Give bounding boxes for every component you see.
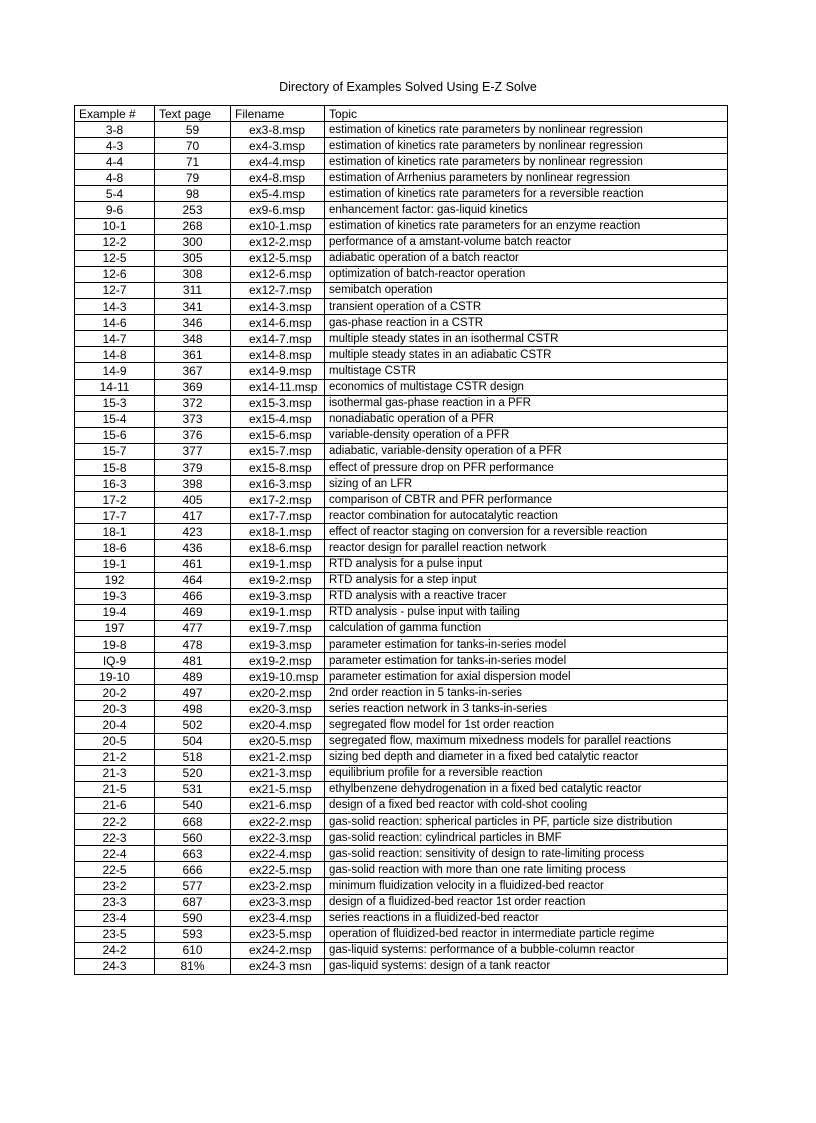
filename-cell: ex21-3.msp [231, 765, 325, 781]
table-row [75, 411, 728, 427]
text-page-cell: 666 [155, 862, 231, 878]
example-number-cell: 19-8 [75, 637, 155, 653]
text-page-cell: 346 [155, 315, 231, 331]
filename-cell: ex22-4.msp [231, 846, 325, 862]
example-number-cell: 9-6 [75, 202, 155, 218]
text-page-cell: 311 [155, 282, 231, 298]
text-page-cell: 593 [155, 926, 231, 942]
text-page-cell: 71 [155, 154, 231, 170]
filename-cell: ex14-8.msp [231, 347, 325, 363]
topic-cell: sizing bed depth and diameter in a fixed bed catalytic reactor [325, 749, 728, 765]
header-text-page: Text page [155, 106, 231, 122]
filename-cell: ex12-7.msp [231, 282, 325, 298]
example-number-cell: 22-2 [75, 814, 155, 830]
text-page-cell: 70 [155, 138, 231, 154]
example-number-cell: 4-4 [75, 154, 155, 170]
filename-cell: ex10-1.msp [231, 218, 325, 234]
topic-cell: multiple steady states in an adiabatic CSTR [325, 347, 728, 363]
example-number-cell: 4-3 [75, 138, 155, 154]
table-header-row [75, 106, 728, 122]
text-page-cell: 59 [155, 122, 231, 138]
topic-cell: gas-solid reaction with more than one rate limiting process [325, 862, 728, 878]
example-number-cell: 23-3 [75, 894, 155, 910]
table-row [75, 862, 728, 878]
example-number-cell: 15-8 [75, 459, 155, 475]
text-page-cell: 540 [155, 797, 231, 813]
topic-cell: RTD analysis with a reactive tracer [325, 588, 728, 604]
example-number-cell: 17-7 [75, 508, 155, 524]
filename-cell: ex24-3 msn [231, 958, 325, 974]
table-row [75, 733, 728, 749]
filename-cell: ex14-11.msp [231, 379, 325, 395]
header-filename: Filename [231, 106, 325, 122]
topic-cell: parameter estimation for tanks-in-series model [325, 637, 728, 653]
filename-cell: ex12-5.msp [231, 250, 325, 266]
text-page-cell: 498 [155, 701, 231, 717]
table-row [75, 347, 728, 363]
table-row [75, 637, 728, 653]
filename-cell: ex15-8.msp [231, 459, 325, 475]
topic-cell: gas-solid reaction: sensitivity of design to rate-limiting process [325, 846, 728, 862]
table-row [75, 476, 728, 492]
filename-cell: ex19-3.msp [231, 588, 325, 604]
text-page-cell: 377 [155, 443, 231, 459]
topic-cell: series reaction network in 3 tanks-in-series [325, 701, 728, 717]
topic-cell: nonadiabatic operation of a PFR [325, 411, 728, 427]
table-row [75, 170, 728, 186]
topic-cell: estimation of kinetics rate parameters by nonlinear regression [325, 154, 728, 170]
example-number-cell: 197 [75, 620, 155, 636]
topic-cell: economics of multistage CSTR design [325, 379, 728, 395]
table-row [75, 363, 728, 379]
text-page-cell: 253 [155, 202, 231, 218]
text-page-cell: 668 [155, 814, 231, 830]
table-row [75, 459, 728, 475]
text-page-cell: 348 [155, 331, 231, 347]
topic-cell: RTD analysis - pulse input with tailing [325, 604, 728, 620]
topic-cell: gas-solid reaction: spherical particles in PF, particle size distribution [325, 814, 728, 830]
text-page-cell: 308 [155, 266, 231, 282]
filename-cell: ex5-4.msp [231, 186, 325, 202]
example-number-cell: 10-1 [75, 218, 155, 234]
text-page-cell: 81% [155, 958, 231, 974]
example-number-cell: 20-4 [75, 717, 155, 733]
filename-cell: ex23-5.msp [231, 926, 325, 942]
filename-cell: ex19-2.msp [231, 572, 325, 588]
table-row [75, 653, 728, 669]
table-row [75, 266, 728, 282]
topic-cell: estimation of kinetics rate parameters by nonlinear regression [325, 122, 728, 138]
text-page-cell: 687 [155, 894, 231, 910]
table-row [75, 749, 728, 765]
text-page-cell: 663 [155, 846, 231, 862]
text-page-cell: 361 [155, 347, 231, 363]
text-page-cell: 379 [155, 459, 231, 475]
table-row [75, 492, 728, 508]
example-number-cell: 21-6 [75, 797, 155, 813]
filename-cell: ex4-3.msp [231, 138, 325, 154]
filename-cell: ex4-8.msp [231, 170, 325, 186]
table-row [75, 443, 728, 459]
filename-cell: ex18-6.msp [231, 540, 325, 556]
text-page-cell: 610 [155, 942, 231, 958]
table-row [75, 910, 728, 926]
topic-cell: parameter estimation for tanks-in-series model [325, 653, 728, 669]
example-number-cell: 12-2 [75, 234, 155, 250]
example-number-cell: 15-3 [75, 395, 155, 411]
example-number-cell: 23-4 [75, 910, 155, 926]
filename-cell: ex9-6.msp [231, 202, 325, 218]
filename-cell: ex23-2.msp [231, 878, 325, 894]
filename-cell: ex17-7.msp [231, 508, 325, 524]
topic-cell: variable-density operation of a PFR [325, 427, 728, 443]
text-page-cell: 590 [155, 910, 231, 926]
example-number-cell: 23-5 [75, 926, 155, 942]
text-page-cell: 489 [155, 669, 231, 685]
filename-cell: ex15-3.msp [231, 395, 325, 411]
text-page-cell: 373 [155, 411, 231, 427]
text-page-cell: 502 [155, 717, 231, 733]
filename-cell: ex20-4.msp [231, 717, 325, 733]
example-number-cell: IQ-9 [75, 653, 155, 669]
topic-cell: calculation of gamma function [325, 620, 728, 636]
table-row [75, 427, 728, 443]
topic-cell: gas-solid reaction: cylindrical particles in BMF [325, 830, 728, 846]
table-row [75, 685, 728, 701]
example-number-cell: 22-5 [75, 862, 155, 878]
example-number-cell: 3-8 [75, 122, 155, 138]
topic-cell: operation of fluidized-bed reactor in intermediate particle regime [325, 926, 728, 942]
topic-cell: minimum fluidization velocity in a fluidized-bed reactor [325, 878, 728, 894]
topic-cell: optimization of batch-reactor operation [325, 266, 728, 282]
example-number-cell: 192 [75, 572, 155, 588]
text-page-cell: 436 [155, 540, 231, 556]
topic-cell: adiabatic, variable-density operation of a PFR [325, 443, 728, 459]
text-page-cell: 469 [155, 604, 231, 620]
example-number-cell: 14-7 [75, 331, 155, 347]
text-page-cell: 79 [155, 170, 231, 186]
topic-cell: semibatch operation [325, 282, 728, 298]
example-number-cell: 23-2 [75, 878, 155, 894]
example-number-cell: 20-2 [75, 685, 155, 701]
table-row [75, 299, 728, 315]
table-row [75, 234, 728, 250]
table-row [75, 942, 728, 958]
topic-cell: reactor design for parallel reaction network [325, 540, 728, 556]
filename-cell: ex20-5.msp [231, 733, 325, 749]
example-number-cell: 20-3 [75, 701, 155, 717]
example-number-cell: 12-6 [75, 266, 155, 282]
table-row [75, 508, 728, 524]
topic-cell: estimation of kinetics rate parameters by nonlinear regression [325, 138, 728, 154]
table-row [75, 894, 728, 910]
topic-cell: design of a fixed bed reactor with cold-shot cooling [325, 797, 728, 813]
topic-cell: RTD analysis for a pulse input [325, 556, 728, 572]
filename-cell: ex17-2.msp [231, 492, 325, 508]
filename-cell: ex24-2.msp [231, 942, 325, 958]
page-title: Directory of Examples Solved Using E-Z Solve [279, 80, 537, 94]
topic-cell: performance of a amstant-volume batch reactor [325, 234, 728, 250]
table-row [75, 218, 728, 234]
text-page-cell: 423 [155, 524, 231, 540]
example-number-cell: 21-2 [75, 749, 155, 765]
topic-cell: multiple steady states in an isothermal CSTR [325, 331, 728, 347]
example-number-cell: 18-6 [75, 540, 155, 556]
text-page-cell: 341 [155, 299, 231, 315]
filename-cell: ex14-7.msp [231, 331, 325, 347]
example-number-cell: 19-3 [75, 588, 155, 604]
topic-cell: reactor combination for autocatalytic reaction [325, 508, 728, 524]
topic-cell: enhancement factor: gas-liquid kinetics [325, 202, 728, 218]
example-number-cell: 21-5 [75, 781, 155, 797]
topic-cell: transient operation of a CSTR [325, 299, 728, 315]
filename-cell: ex20-2.msp [231, 685, 325, 701]
filename-cell: ex22-5.msp [231, 862, 325, 878]
text-page-cell: 372 [155, 395, 231, 411]
table-row [75, 540, 728, 556]
text-page-cell: 504 [155, 733, 231, 749]
filename-cell: ex3-8.msp [231, 122, 325, 138]
text-page-cell: 405 [155, 492, 231, 508]
table-body [75, 122, 728, 975]
topic-cell: effect of reactor staging on conversion for a reversible reaction [325, 524, 728, 540]
topic-cell: design of a fluidized-bed reactor 1st order reaction [325, 894, 728, 910]
topic-cell: RTD analysis for a step input [325, 572, 728, 588]
table-row [75, 379, 728, 395]
table-row [75, 604, 728, 620]
filename-cell: ex14-6.msp [231, 315, 325, 331]
topic-cell: equilibrium profile for a reversible reaction [325, 765, 728, 781]
table-row [75, 315, 728, 331]
text-page-cell: 518 [155, 749, 231, 765]
text-page-cell: 531 [155, 781, 231, 797]
filename-cell: ex4-4.msp [231, 154, 325, 170]
text-page-cell: 398 [155, 476, 231, 492]
text-page-cell: 369 [155, 379, 231, 395]
example-number-cell: 17-2 [75, 492, 155, 508]
example-number-cell: 12-7 [75, 282, 155, 298]
text-page-cell: 464 [155, 572, 231, 588]
filename-cell: ex21-5.msp [231, 781, 325, 797]
text-page-cell: 478 [155, 637, 231, 653]
topic-cell: 2nd order reaction in 5 tanks-in-series [325, 685, 728, 701]
text-page-cell: 520 [155, 765, 231, 781]
filename-cell: ex19-10.msp [231, 669, 325, 685]
topic-cell: series reactions in a fluidized-bed reactor [325, 910, 728, 926]
filename-cell: ex18-1.msp [231, 524, 325, 540]
text-page-cell: 481 [155, 653, 231, 669]
filename-cell: ex22-2.msp [231, 814, 325, 830]
table-row [75, 814, 728, 830]
filename-cell: ex20-3.msp [231, 701, 325, 717]
example-number-cell: 22-4 [75, 846, 155, 862]
table-row [75, 395, 728, 411]
example-number-cell: 15-6 [75, 427, 155, 443]
filename-cell: ex21-2.msp [231, 749, 325, 765]
topic-cell: parameter estimation for axial dispersion model [325, 669, 728, 685]
filename-cell: ex12-6.msp [231, 266, 325, 282]
table-row [75, 797, 728, 813]
table-row [75, 524, 728, 540]
example-number-cell: 22-3 [75, 830, 155, 846]
table-row [75, 186, 728, 202]
example-number-cell: 16-3 [75, 476, 155, 492]
filename-cell: ex21-6.msp [231, 797, 325, 813]
table-row [75, 122, 728, 138]
text-page-cell: 268 [155, 218, 231, 234]
filename-cell: ex15-4.msp [231, 411, 325, 427]
filename-cell: ex15-6.msp [231, 427, 325, 443]
text-page-cell: 300 [155, 234, 231, 250]
example-number-cell: 15-4 [75, 411, 155, 427]
topic-cell: segregated flow, maximum mixedness models for parallel reactions [325, 733, 728, 749]
filename-cell: ex19-7.msp [231, 620, 325, 636]
table-row [75, 830, 728, 846]
filename-cell: ex19-1.msp [231, 604, 325, 620]
example-number-cell: 19-1 [75, 556, 155, 572]
table-row [75, 878, 728, 894]
table-row [75, 154, 728, 170]
text-page-cell: 367 [155, 363, 231, 379]
example-number-cell: 21-3 [75, 765, 155, 781]
topic-cell: estimation of Arrhenius parameters by nonlinear regression [325, 170, 728, 186]
filename-cell: ex22-3.msp [231, 830, 325, 846]
header-topic: Topic [325, 106, 728, 122]
example-number-cell: 24-3 [75, 958, 155, 974]
text-page-cell: 466 [155, 588, 231, 604]
topic-cell: ethylbenzene dehydrogenation in a fixed bed catalytic reactor [325, 781, 728, 797]
topic-cell: isothermal gas-phase reaction in a PFR [325, 395, 728, 411]
example-number-cell: 20-5 [75, 733, 155, 749]
example-number-cell: 14-6 [75, 315, 155, 331]
filename-cell: ex23-4.msp [231, 910, 325, 926]
text-page-cell: 577 [155, 878, 231, 894]
text-page-cell: 417 [155, 508, 231, 524]
filename-cell: ex23-3.msp [231, 894, 325, 910]
example-number-cell: 18-1 [75, 524, 155, 540]
filename-cell: ex14-9.msp [231, 363, 325, 379]
example-number-cell: 19-10 [75, 669, 155, 685]
text-page-cell: 497 [155, 685, 231, 701]
topic-cell: sizing of an LFR [325, 476, 728, 492]
topic-cell: adiabatic operation of a batch reactor [325, 250, 728, 266]
table-row [75, 765, 728, 781]
topic-cell: gas-phase reaction in a CSTR [325, 315, 728, 331]
text-page-cell: 305 [155, 250, 231, 266]
table-row [75, 138, 728, 154]
topic-cell: multistage CSTR [325, 363, 728, 379]
table-row [75, 781, 728, 797]
example-number-cell: 14-8 [75, 347, 155, 363]
topic-cell: estimation of kinetics rate parameters for a reversible reaction [325, 186, 728, 202]
filename-cell: ex12-2.msp [231, 234, 325, 250]
topic-cell: gas-liquid systems: performance of a bubble-column reactor [325, 942, 728, 958]
table-row [75, 572, 728, 588]
filename-cell: ex15-7.msp [231, 443, 325, 459]
text-page-cell: 560 [155, 830, 231, 846]
filename-cell: ex14-3.msp [231, 299, 325, 315]
text-page-cell: 461 [155, 556, 231, 572]
example-number-cell: 14-11 [75, 379, 155, 395]
table-row [75, 669, 728, 685]
example-number-cell: 12-5 [75, 250, 155, 266]
table-row [75, 620, 728, 636]
example-number-cell: 14-9 [75, 363, 155, 379]
table-row [75, 331, 728, 347]
examples-table [74, 105, 728, 975]
table-row [75, 202, 728, 218]
table-row [75, 556, 728, 572]
text-page-cell: 376 [155, 427, 231, 443]
topic-cell: segregated flow model for 1st order reaction [325, 717, 728, 733]
table-row [75, 282, 728, 298]
table-row [75, 250, 728, 266]
table-row [75, 588, 728, 604]
example-number-cell: 4-8 [75, 170, 155, 186]
example-number-cell: 14-3 [75, 299, 155, 315]
example-number-cell: 15-7 [75, 443, 155, 459]
topic-cell: estimation of kinetics rate parameters for an enzyme reaction [325, 218, 728, 234]
topic-cell: gas-liquid systems: design of a tank reactor [325, 958, 728, 974]
header-example-number: Example # [75, 106, 155, 122]
text-page-cell: 98 [155, 186, 231, 202]
example-number-cell: 19-4 [75, 604, 155, 620]
filename-cell: ex19-2.msp [231, 653, 325, 669]
filename-cell: ex19-3.msp [231, 637, 325, 653]
filename-cell: ex16-3.msp [231, 476, 325, 492]
example-number-cell: 24-2 [75, 942, 155, 958]
topic-cell: effect of pressure drop on PFR performance [325, 459, 728, 475]
table-row [75, 717, 728, 733]
table-row [75, 958, 728, 974]
example-number-cell: 5-4 [75, 186, 155, 202]
table-row [75, 926, 728, 942]
table-row [75, 846, 728, 862]
topic-cell: comparison of CBTR and PFR performance [325, 492, 728, 508]
table-row [75, 701, 728, 717]
filename-cell: ex19-1.msp [231, 556, 325, 572]
text-page-cell: 477 [155, 620, 231, 636]
